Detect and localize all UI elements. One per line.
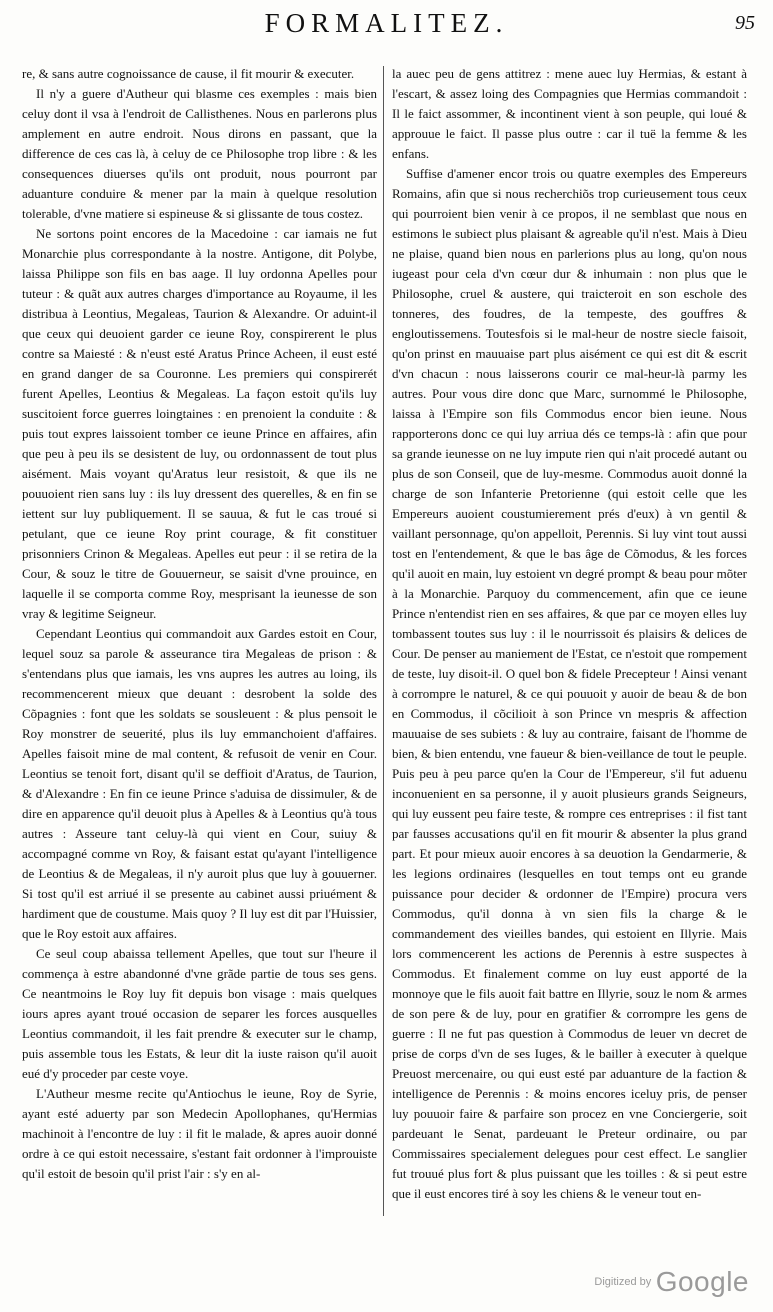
running-title: FORMALITEZ. bbox=[264, 8, 509, 38]
paragraph: la auec peu de gens attitrez : mene auec luy Hermias, & estant à l'escart, & assez loing des Compagnies que Hermias commandoit : Il le faict assommer, & incontinent vient à son peuple, qui loué & approuue le faict. Il passe plus outre : car il tuë la femme & les enfans. bbox=[392, 66, 747, 161]
column-divider bbox=[383, 66, 384, 1216]
google-logo: Google bbox=[655, 1266, 749, 1297]
paragraph: Suffise d'amener encor trois ou quatre exemples des Empereurs Romains, afin que si nous recherchiõs trop curieusement tous ceux qui pourroient bien venir à ce propos, il ne semblast que nous en estimons le subiect plus plaisant & agreable qu'il n'est. Mais à Dieu ne plaise, quand bien nous en parlerions plus au long, qu'on nous iugeast pour cela d'vn cœur dur & inhumain : non plus que le Philosophe, cruel & austere, qui traicteroit en son eschole des tonneres, des foudres, de la tempeste, des gouffres & engloutissemens. Toutesfois si le mal-heur de nostre siecle faisoit, qu'on prinst en mauuaise part plus aisément ce qui est dit & escrit d'vn chacun : nous laisserons courir ce mal-heur-là parmy les autres. Pour vous dire donc que Marc, surnommé le Philosophe, laissa à l'Empire son fils Commodus encor bien ieune. Nous rapporterons donc ce qui luy arriua dés ce temps-là : afin que pour sa grande ieunesse on ne luy impute rien qui n'ait procedé autant ou plus de son Conseil, que de luy-mesme. Commodus auoit donné la charge de son Infanterie Pretorienne (qui estoit celle que les Empereurs auoient coustumierement prés d'eux) à vn gentil & vaillant personnage, qu'on appelloit, Perennis. Si luy vint tout aussi tost en l'entendement, & que le bas âge de Cõmodus, & les forces qu'il auoit en main, luy estoient vn degré prompt & beau pour mõter à la Monarchie. Parquoy du commencement, afin que ce ieune Prince n'entendist rien en ses affaires, & que par ce moyen elles luy tombassent toutes sus luy : il le nourrissoit és plaisirs & delices de Cour. De penser au maniement de l'Estat, ce n'estoit que rompement de teste, luy disoit-il. O quel bon & fidele Precepteur ! Ainsi venant à corrompre le naturel, & ce qui pouuoit y auoir de beau & de bon en Commodus, il cõcilioit à son Prince vn mespris & affection mauuaise de ses subiets : & luy au contraire, faisant de l'homme de bien, & bien entendu, vne faueur & bien-veillance de tout le peuple. Puis peu à peu parce qu'en la Cour de l'Empereur, s'il fut aduenu inconuenient en sa personne, il y auoit plusieurs grands Seigneurs, qui luy eussent peu faire teste, & rompre ces entreprises : il fist tant par fausses accusations qu'il en fit mourir & absenter la plus grand part. Et pour mieux auoir encores à sa deuotion la Gendarmerie, & les legions ordinaires (lesquelles en tout temps ont eu grande puissance pour decider & ordonner de l'Empire) procura vers Commodus, qu'il donna à vn sien fils la charge & le commandement des vieilles bandes, qui estoient en Illyrie. Mais lors commencerent les actions de Perennis à estre suspectes à Commodus. Et finalement comme on luy eust apporté de la monnoye que le fils auoit fait battre en Illyrie, souz le nom & armes de son pere & de luy, pour en gratifier & corrompre les gens de guerre : Il ne fut pas question à Commodus de leuer vn decret de prise de corps d'vn de ses Iuges, & le bailler à executer à quelque Preuost mercenaire, ou qui eust esté par aduanture de la faction & intelligence de Perennis : & moins encores iceluy pris, de penser luy pouuoir faire & parfaire son procez en vne Conciergerie, soit pardeuant le Senat, pardeuant le Preteur ordinaire, ou par Commissaires specialement delegues pour cest effect. Le sanglier fut trouué plus fort & plus puissant que les toilles : & si peut estre que il eust encores tiré à soy les chiens & le veneur tout en- bbox=[392, 166, 747, 1201]
paragraph: Ne sortons point encores de la Macedoine : car iamais ne fut Monarchie plus correspondante à la nostre. Antigone, dit Polybe, laissa Philippe son fils en bas aage. Il luy ordonna Apelles pour tuteur : & quãt aux autres charges d'importance au Royaume, il les distribua à Leontius, Megaleas, Taurion & Alexandre. Or aduint-il que ceux qui deuoient garder ce ieune Roy, conspirerent le plus contre sa Maiesté : & n'eust esté Aratus Prince Acheen, il eust esté en grand danger de sa Couronne. Les premiers qui conspirerét furent Apelles, Leontius & Megaleas. La façon estoit qu'ils luy suscitoient force guerres loingtaines : en prenoient la conduite : & puis tout expres laissoient tomber ce ieune Prince en affaires, afin que peu à peu ils se desistent de luy, ou ordonnassent de tout plus aisément. Mais voyant qu'Aratus leur resistoit, & que ils ne pouuoient rien sans luy : ils luy dressent des querelles, & en fin se iettent sur luy publiquement. Il se sauua, & fut le cas troué si petulant, que ce ieune Roy print courage, & fit constituer prisonniers Crinon & Megaleas. Apelles eut peur : il se retira de la Cour, & souz le titre de Gouuerneur, se saisit d'vne prouince, en laquelle il se comporta comme Roy, mesprisant la ieunesse de son vray & legitime Seigneur. bbox=[22, 226, 377, 621]
paragraph: Il n'y a guere d'Autheur qui blasme ces exemples : mais bien celuy dont il vsa à l'endroit de Callisthenes. Nous en parlerons plus amplement en autre endroit. Nous dirons en passant, que la difference de ces cas là, à celuy de ce Philosophe trop libre : & les consequences diuerses qu'ils ont produit, nous pourront par aduanture conduire & mener par la main à quelque resolution tolerable, d'vne matiere si espineuse & si glissante de tous costez. bbox=[22, 86, 377, 221]
page-number: 95 bbox=[735, 12, 755, 34]
right-column bbox=[392, 64, 747, 1220]
digitized-watermark bbox=[594, 1266, 749, 1298]
paragraph: L'Autheur mesme recite qu'Antiochus le ieune, Roy de Syrie, ayant esté aduerty par son Medecin Apollophanes, qu'Hermias machinoit à l'encontre de luy : il fit le malade, & apres auoir donné ordre à ce qui estoit necessaire, s'estant fait ordonner à l'improuiste qu'il estoit de besoin qu'il prist l'air : s'y en al- bbox=[22, 1086, 377, 1181]
paragraph: re, & sans autre cognoissance de cause, il fit mourir & executer. bbox=[22, 66, 355, 81]
paragraph: Cependant Leontius qui commandoit aux Gardes estoit en Cour, lequel souz sa parole & asseurance tira Megaleas de prison : & s'entendans plus que iamais, les vns aupres les autres au loing, ils recommencerent mieux que deuant : desrobent la solde des Cõpagnies : font que les soldats se sousleuent : & plus pensoit le Roy monstrer de seuerité, plus ils luy emmanchoient d'affaires. Apelles faisoit mine de mal content, & refusoit de venir en Cour. Leontius se tenoit fort, disant qu'il se deffioit d'Aratus, de Taurion, & d'Alexandre : En fin ce ieune Prince s'aduisa de dissimuler, & de dire en apparence qu'il deuoit plus à Apelles & à Leontius qu'à tous autres : Asseure tant celuy-là qui vient en Cour, suiuy & accompagné comme vn Roy, & faisant estat qu'ayant l'intelligence de Leontius & de Megaleas, il n'y auroit plus que luy à gouuerner. Si tost qu'il est arriué il se presente au cabinet aussi priuément & hardiment que de coustume. Mais quoy ? Il luy est dit par l'Huissier, que le Roy estoit aux affaires. bbox=[22, 626, 377, 941]
paragraph: Ce seul coup abaissa tellement Apelles, que tout sur l'heure il commença à estre abandonné d'vne grãde partie de tous ses gens. Ce neantmoins le Roy luy fit depuis bon visage : mais quelques iours apres ayant troué occasion de separer les forces ausquelles Leontius commandoit, il les fait prendre & executer sur le champ, puis assemble tous les Estats, & leur dit la iuste raison qu'il auoit eué d'y proceder par ceste voye. bbox=[22, 946, 377, 1081]
left-column bbox=[22, 64, 377, 1214]
watermark-prefix: Digitized by bbox=[594, 1276, 652, 1288]
